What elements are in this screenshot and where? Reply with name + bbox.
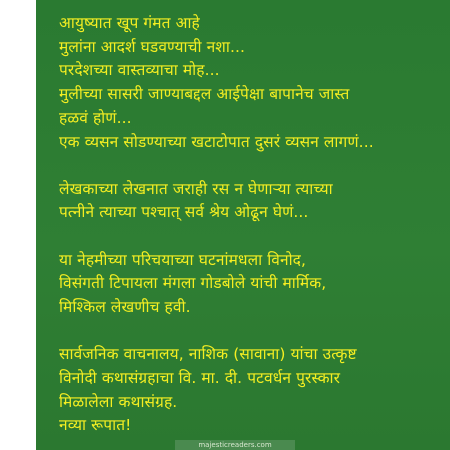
blurb-paragraph-2 xyxy=(59,178,447,225)
blurb-line: मिळालेला कथासंग्रह. xyxy=(59,392,178,411)
paragraph-gap xyxy=(59,320,447,344)
paragraph-gap xyxy=(59,225,447,249)
blurb-paragraph-1 xyxy=(59,12,447,154)
blurb-line: नव्या रूपात! xyxy=(59,416,132,435)
blurb-paragraph-3 xyxy=(59,249,447,320)
footer-strip: majesticreaders.com xyxy=(175,440,295,450)
blurb-paragraph-4 xyxy=(59,343,447,438)
blurb-line: आयुष्यात खूप गंमत आहे xyxy=(59,14,200,32)
blurb-line: या नेहमीच्या परिचयाच्या घटनांमधला विनोद, xyxy=(59,250,307,269)
blurb-line: लेखकाच्या लेखनात जराही रस न घेणाऱ्या त्याच्या xyxy=(59,179,333,198)
blurb-line: विसंगती टिपायला मंगला गोडबोले यांची मार्मिक, xyxy=(59,274,327,293)
blurb-line: परदेशच्या वास्तव्याचा मोह... xyxy=(59,61,220,80)
blurb-line: सार्वजनिक वाचनालय, नाशिक (सावाना) यांचा उत्कृष्ट xyxy=(59,345,357,364)
back-cover-blurb xyxy=(59,12,447,438)
paragraph-gap xyxy=(59,154,447,178)
blurb-line: एक व्यसन सोडण्याच्या खटाटोपात दुसरं व्यसन लागणं... xyxy=(59,132,374,151)
blurb-line: हळवं होणं... xyxy=(59,108,132,127)
blurb-line: मुलांना आदर्श घडवण्याची नशा... xyxy=(59,37,246,56)
blurb-line: मुलीच्या सासरी जाण्याबद्दल आईपेक्षा बापानेच जास्त xyxy=(59,85,350,104)
blurb-line: पत्नीने त्याच्या पश्चात् सर्व श्रेय ओढून घेणं... xyxy=(59,203,309,222)
blurb-line: मिश्किल लेखणीच हवी. xyxy=(59,298,191,317)
blurb-line: विनोदी कथासंग्रहाचा वि. मा. दी. पटवर्धन पुरस्कार xyxy=(59,368,341,387)
